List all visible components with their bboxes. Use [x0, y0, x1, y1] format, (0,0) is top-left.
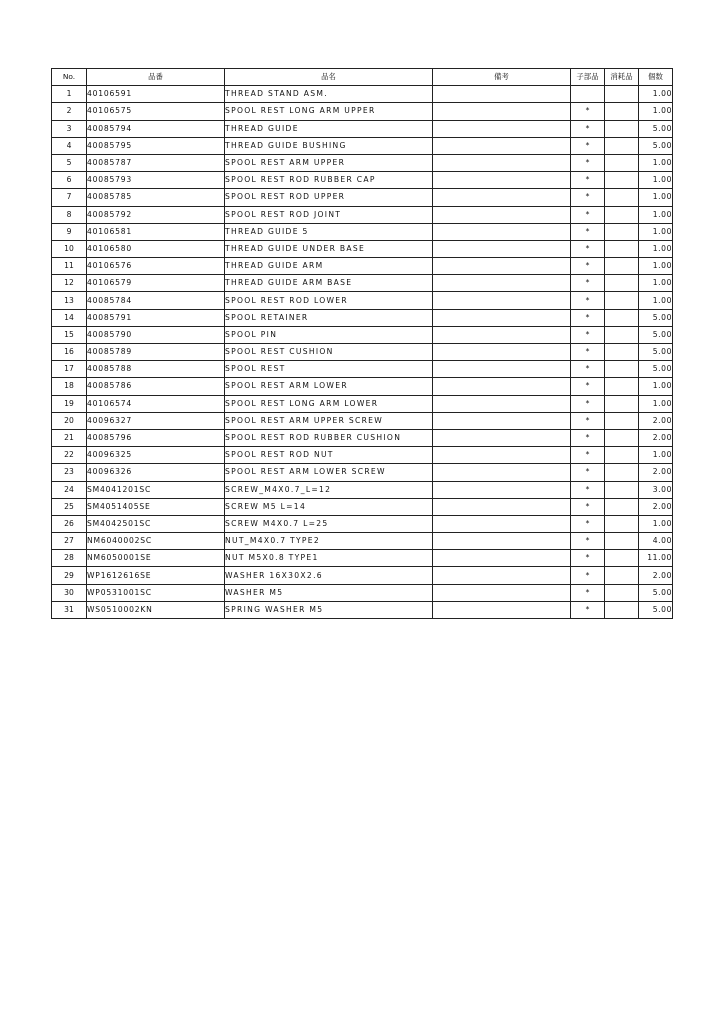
remarks-cell	[433, 103, 571, 120]
remarks-cell	[433, 515, 571, 532]
part-name-cell: THREAD STAND ASM.	[225, 86, 433, 103]
part-number-cell: 40085792	[87, 206, 225, 223]
remarks-cell	[433, 584, 571, 601]
remarks-cell	[433, 533, 571, 550]
part-number-cell: 40085794	[87, 120, 225, 137]
sub-part-mark: *	[571, 429, 605, 446]
table-row	[52, 395, 673, 412]
row-number: 27	[52, 533, 87, 550]
quantity-cell: 5.00	[639, 584, 673, 601]
consumable-mark	[605, 481, 639, 498]
part-number-cell: 40106591	[87, 86, 225, 103]
part-name-cell: SPOOL REST ARM LOWER	[225, 378, 433, 395]
remarks-cell	[433, 86, 571, 103]
part-name-cell: SPOOL REST	[225, 361, 433, 378]
table-row	[52, 533, 673, 550]
quantity-cell: 1.00	[639, 292, 673, 309]
part-number-cell: SM4051405SE	[87, 498, 225, 515]
table-row	[52, 172, 673, 189]
remarks-cell	[433, 309, 571, 326]
row-number: 26	[52, 515, 87, 532]
row-number: 20	[52, 412, 87, 429]
quantity-cell: 3.00	[639, 481, 673, 498]
quantity-cell: 1.00	[639, 172, 673, 189]
part-number-cell: 40096326	[87, 464, 225, 481]
part-name-cell: SPRING WASHER M5	[225, 601, 433, 618]
sub-part-mark: *	[571, 550, 605, 567]
remarks-cell	[433, 137, 571, 154]
part-number-cell: SM4041201SC	[87, 481, 225, 498]
table-row	[52, 258, 673, 275]
row-number: 19	[52, 395, 87, 412]
consumable-mark	[605, 344, 639, 361]
part-number-cell: 40085790	[87, 326, 225, 343]
quantity-cell: 1.00	[639, 103, 673, 120]
part-number-cell: 40106579	[87, 275, 225, 292]
quantity-cell: 2.00	[639, 464, 673, 481]
sub-part-mark: *	[571, 533, 605, 550]
table-row	[52, 240, 673, 257]
part-number-cell: NM6040002SC	[87, 533, 225, 550]
part-number-cell: 40085786	[87, 378, 225, 395]
consumable-mark	[605, 309, 639, 326]
remarks-cell	[433, 275, 571, 292]
consumable-mark	[605, 515, 639, 532]
quantity-cell: 5.00	[639, 361, 673, 378]
remarks-cell	[433, 344, 571, 361]
sub-part-mark: *	[571, 172, 605, 189]
consumable-mark	[605, 292, 639, 309]
sub-part-mark: *	[571, 154, 605, 171]
remarks-cell	[433, 292, 571, 309]
row-number: 7	[52, 189, 87, 206]
header-sub-part: 子部品	[571, 69, 605, 86]
part-number-cell: 40085785	[87, 189, 225, 206]
sub-part-mark: *	[571, 378, 605, 395]
consumable-mark	[605, 326, 639, 343]
consumable-mark	[605, 533, 639, 550]
sub-part-mark: *	[571, 601, 605, 618]
consumable-mark	[605, 550, 639, 567]
remarks-cell	[433, 378, 571, 395]
row-number: 2	[52, 103, 87, 120]
quantity-cell: 5.00	[639, 137, 673, 154]
quantity-cell: 2.00	[639, 498, 673, 515]
row-number: 18	[52, 378, 87, 395]
sub-part-mark: *	[571, 395, 605, 412]
remarks-cell	[433, 240, 571, 257]
part-number-cell: 40096327	[87, 412, 225, 429]
consumable-mark	[605, 395, 639, 412]
table-row	[52, 481, 673, 498]
quantity-cell: 1.00	[639, 378, 673, 395]
quantity-cell: 5.00	[639, 309, 673, 326]
part-name-cell: THREAD GUIDE ARM BASE	[225, 275, 433, 292]
sub-part-mark: *	[571, 223, 605, 240]
sub-part-mark: *	[571, 309, 605, 326]
sub-part-mark: *	[571, 464, 605, 481]
part-number-cell: 40085787	[87, 154, 225, 171]
part-name-cell: SPOOL REST ROD NUT	[225, 447, 433, 464]
table-row	[52, 326, 673, 343]
table-row	[52, 498, 673, 515]
sub-part-mark: *	[571, 206, 605, 223]
row-number: 31	[52, 601, 87, 618]
table-row	[52, 361, 673, 378]
quantity-cell: 1.00	[639, 275, 673, 292]
consumable-mark	[605, 223, 639, 240]
quantity-cell: 1.00	[639, 515, 673, 532]
part-number-cell: 40085791	[87, 309, 225, 326]
part-name-cell: SPOOL REST ARM LOWER SCREW	[225, 464, 433, 481]
part-number-cell: SM4042501SC	[87, 515, 225, 532]
consumable-mark	[605, 86, 639, 103]
part-number-cell: 40085784	[87, 292, 225, 309]
part-name-cell: SPOOL REST ARM UPPER SCREW	[225, 412, 433, 429]
table-row	[52, 447, 673, 464]
row-number: 23	[52, 464, 87, 481]
row-number: 15	[52, 326, 87, 343]
table-body	[52, 86, 673, 619]
part-name-cell: NUT_M4X0.7 TYPE2	[225, 533, 433, 550]
table-row	[52, 292, 673, 309]
table-row	[52, 137, 673, 154]
remarks-cell	[433, 464, 571, 481]
remarks-cell	[433, 154, 571, 171]
remarks-cell	[433, 447, 571, 464]
quantity-cell: 1.00	[639, 240, 673, 257]
consumable-mark	[605, 189, 639, 206]
sub-part-mark: *	[571, 567, 605, 584]
quantity-cell: 5.00	[639, 601, 673, 618]
remarks-cell	[433, 498, 571, 515]
sub-part-mark: *	[571, 481, 605, 498]
table-row	[52, 584, 673, 601]
consumable-mark	[605, 429, 639, 446]
table-row	[52, 378, 673, 395]
consumable-mark	[605, 584, 639, 601]
remarks-cell	[433, 206, 571, 223]
consumable-mark	[605, 378, 639, 395]
row-number: 16	[52, 344, 87, 361]
part-number-cell: 40106580	[87, 240, 225, 257]
table-row	[52, 309, 673, 326]
consumable-mark	[605, 412, 639, 429]
remarks-cell	[433, 189, 571, 206]
row-number: 6	[52, 172, 87, 189]
row-number: 24	[52, 481, 87, 498]
part-name-cell: THREAD GUIDE	[225, 120, 433, 137]
part-name-cell: THREAD GUIDE 5	[225, 223, 433, 240]
part-name-cell: SPOOL REST ROD JOINT	[225, 206, 433, 223]
consumable-mark	[605, 361, 639, 378]
part-name-cell: SPOOL REST ARM UPPER	[225, 154, 433, 171]
part-name-cell: SPOOL REST LONG ARM UPPER	[225, 103, 433, 120]
part-number-cell: 40085793	[87, 172, 225, 189]
table-row	[52, 154, 673, 171]
row-number: 4	[52, 137, 87, 154]
consumable-mark	[605, 464, 639, 481]
row-number: 21	[52, 429, 87, 446]
row-number: 12	[52, 275, 87, 292]
remarks-cell	[433, 550, 571, 567]
sub-part-mark: *	[571, 584, 605, 601]
row-number: 28	[52, 550, 87, 567]
remarks-cell	[433, 395, 571, 412]
quantity-cell: 1.00	[639, 86, 673, 103]
part-name-cell: THREAD GUIDE BUSHING	[225, 137, 433, 154]
quantity-cell: 1.00	[639, 447, 673, 464]
consumable-mark	[605, 172, 639, 189]
row-number: 11	[52, 258, 87, 275]
table-row	[52, 412, 673, 429]
part-name-cell: SCREW_M4X0.7_L=12	[225, 481, 433, 498]
quantity-cell: 5.00	[639, 344, 673, 361]
part-name-cell: SPOOL RETAINER	[225, 309, 433, 326]
remarks-cell	[433, 120, 571, 137]
part-name-cell: SPOOL REST ROD RUBBER CAP	[225, 172, 433, 189]
consumable-mark	[605, 137, 639, 154]
row-number: 29	[52, 567, 87, 584]
quantity-cell: 1.00	[639, 223, 673, 240]
part-number-cell: 40085789	[87, 344, 225, 361]
quantity-cell: 1.00	[639, 258, 673, 275]
part-name-cell: SPOOL PIN	[225, 326, 433, 343]
row-number: 8	[52, 206, 87, 223]
table-row	[52, 429, 673, 446]
part-name-cell: NUT M5X0.8 TYPE1	[225, 550, 433, 567]
table-row	[52, 464, 673, 481]
table-row	[52, 344, 673, 361]
quantity-cell: 2.00	[639, 412, 673, 429]
sub-part-mark: *	[571, 344, 605, 361]
header-no: No.	[52, 69, 87, 86]
remarks-cell	[433, 412, 571, 429]
part-name-cell: WASHER 16X30X2.6	[225, 567, 433, 584]
remarks-cell	[433, 361, 571, 378]
remarks-cell	[433, 429, 571, 446]
quantity-cell: 2.00	[639, 567, 673, 584]
consumable-mark	[605, 240, 639, 257]
quantity-cell: 1.00	[639, 395, 673, 412]
quantity-cell: 5.00	[639, 326, 673, 343]
sub-part-mark: *	[571, 189, 605, 206]
remarks-cell	[433, 601, 571, 618]
consumable-mark	[605, 258, 639, 275]
row-number: 9	[52, 223, 87, 240]
part-name-cell: SPOOL REST ROD RUBBER CUSHION	[225, 429, 433, 446]
sub-part-mark: *	[571, 292, 605, 309]
consumable-mark	[605, 103, 639, 120]
row-number: 30	[52, 584, 87, 601]
part-name-cell: SCREW M5 L=14	[225, 498, 433, 515]
part-number-cell: 40106575	[87, 103, 225, 120]
remarks-cell	[433, 481, 571, 498]
header-name: 品名	[225, 69, 433, 86]
quantity-cell: 1.00	[639, 154, 673, 171]
part-name-cell: THREAD GUIDE UNDER BASE	[225, 240, 433, 257]
table-row	[52, 550, 673, 567]
row-number: 1	[52, 86, 87, 103]
sub-part-mark: *	[571, 361, 605, 378]
sub-part-mark: *	[571, 412, 605, 429]
sub-part-mark: *	[571, 498, 605, 515]
quantity-cell: 2.00	[639, 429, 673, 446]
remarks-cell	[433, 223, 571, 240]
part-number-cell: 40085788	[87, 361, 225, 378]
table-row	[52, 189, 673, 206]
consumable-mark	[605, 120, 639, 137]
row-number: 13	[52, 292, 87, 309]
part-name-cell: WASHER M5	[225, 584, 433, 601]
table-row	[52, 515, 673, 532]
row-number: 17	[52, 361, 87, 378]
sub-part-mark: *	[571, 258, 605, 275]
part-number-cell: WS0510002KN	[87, 601, 225, 618]
part-number-cell: NM6050001SE	[87, 550, 225, 567]
consumable-mark	[605, 498, 639, 515]
sub-part-mark	[571, 86, 605, 103]
part-name-cell: THREAD GUIDE ARM	[225, 258, 433, 275]
part-name-cell: SPOOL REST ROD LOWER	[225, 292, 433, 309]
part-number-cell: 40085795	[87, 137, 225, 154]
part-number-cell: WP1612616SE	[87, 567, 225, 584]
part-number-cell: WP0531001SC	[87, 584, 225, 601]
remarks-cell	[433, 172, 571, 189]
table-row	[52, 601, 673, 618]
part-name-cell: SPOOL REST ROD UPPER	[225, 189, 433, 206]
consumable-mark	[605, 206, 639, 223]
header-consumable: 消耗品	[605, 69, 639, 86]
table-row	[52, 275, 673, 292]
table-row	[52, 223, 673, 240]
sub-part-mark: *	[571, 515, 605, 532]
consumable-mark	[605, 567, 639, 584]
part-number-cell: 40106581	[87, 223, 225, 240]
consumable-mark	[605, 154, 639, 171]
sub-part-mark: *	[571, 137, 605, 154]
consumable-mark	[605, 601, 639, 618]
sub-part-mark: *	[571, 447, 605, 464]
consumable-mark	[605, 275, 639, 292]
table-header-row	[52, 69, 673, 86]
quantity-cell: 11.00	[639, 550, 673, 567]
table-row	[52, 567, 673, 584]
part-name-cell: SCREW M4X0.7 L=25	[225, 515, 433, 532]
remarks-cell	[433, 258, 571, 275]
table-row	[52, 206, 673, 223]
quantity-cell: 4.00	[639, 533, 673, 550]
table-row	[52, 120, 673, 137]
row-number: 5	[52, 154, 87, 171]
header-remarks: 備考	[433, 69, 571, 86]
consumable-mark	[605, 447, 639, 464]
sub-part-mark: *	[571, 120, 605, 137]
part-name-cell: SPOOL REST LONG ARM LOWER	[225, 395, 433, 412]
remarks-cell	[433, 326, 571, 343]
part-name-cell: SPOOL REST CUSHION	[225, 344, 433, 361]
row-number: 10	[52, 240, 87, 257]
sub-part-mark: *	[571, 275, 605, 292]
header-quantity: 個数	[639, 69, 673, 86]
part-number-cell: 40106576	[87, 258, 225, 275]
quantity-cell: 5.00	[639, 120, 673, 137]
row-number: 3	[52, 120, 87, 137]
table-row	[52, 103, 673, 120]
part-number-cell: 40096325	[87, 447, 225, 464]
parts-list-table	[51, 68, 673, 619]
sub-part-mark: *	[571, 326, 605, 343]
sub-part-mark: *	[571, 240, 605, 257]
remarks-cell	[433, 567, 571, 584]
sub-part-mark: *	[571, 103, 605, 120]
quantity-cell: 1.00	[639, 189, 673, 206]
row-number: 22	[52, 447, 87, 464]
part-number-cell: 40085796	[87, 429, 225, 446]
row-number: 14	[52, 309, 87, 326]
part-number-cell: 40106574	[87, 395, 225, 412]
header-part-number: 品番	[87, 69, 225, 86]
row-number: 25	[52, 498, 87, 515]
table-row	[52, 86, 673, 103]
quantity-cell: 1.00	[639, 206, 673, 223]
